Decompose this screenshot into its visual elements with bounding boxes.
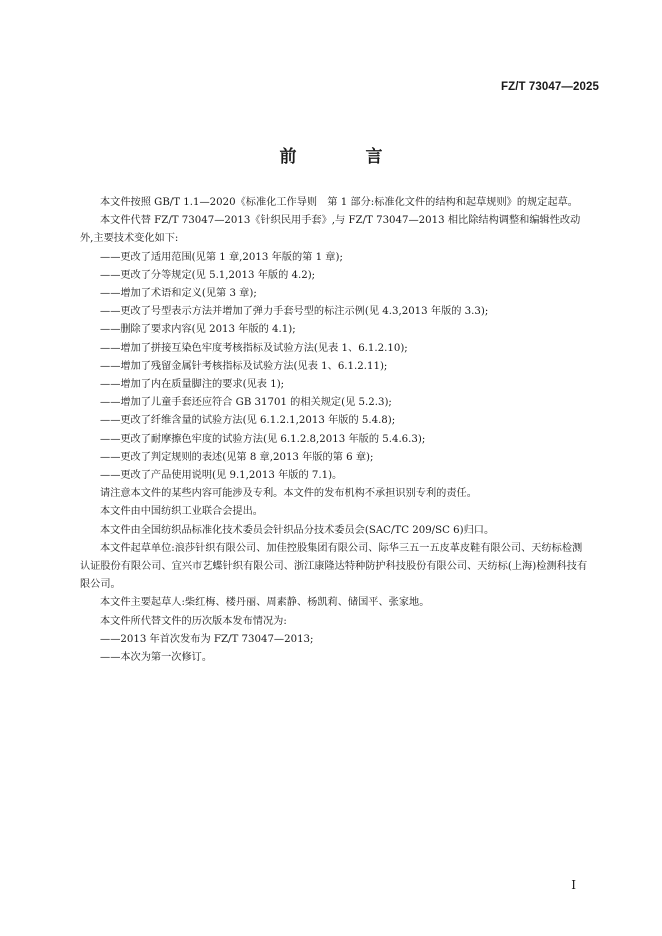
change-item: ——删除了要求内容(见 2013 年版的 4.1);: [100, 324, 296, 336]
standard-code: FZ/T 73047—2025: [500, 81, 599, 93]
change-item: ——更改了号型表示方法并增加了弹力手套号型的标注示例(见 4.3,2013 年版的 3.3);: [100, 306, 489, 318]
paragraph-replacement: 本文件代替 FZ/T 73047—2013《针织民用手套》,与 FZ/T 73047—2013 相比除结构调整和编辑性改动外,主要技术变化如下:: [80, 215, 581, 245]
paragraph-drafting-basis: 本文件按照 GB/T 1.1—2020《标准化工作导则 第 1 部分:标准化文件的结构和起草规则》的规定起草。: [100, 197, 578, 208]
paragraph-patent-notice: 请注意本文件的某些内容可能涉及专利。本文件的发布机构不承担识别专利的责任。: [100, 488, 477, 500]
change-item: ——增加了儿童手套还应符合 GB 31701 的相关规定(见 5.2.3);: [100, 397, 392, 409]
paragraph-history-intro: 本文件所代替文件的历次版本发布情况为:: [100, 615, 287, 627]
history-item: ——2013 年首次发布为 FZ/T 73047—2013;: [100, 633, 314, 645]
paragraph-committee: 本文件由全国纺织品标准化技术委员会针织品分技术委员会(SAC/TC 209/SC 6)归口。: [100, 524, 495, 536]
change-item: ——更改了判定规则的表述(见第 8 章,2013 年版的第 6 章);: [100, 451, 374, 463]
change-item: ——增加了拼接互染色牢度考核指标及试验方法(见表 1、6.1.2.10);: [100, 342, 408, 354]
history-item: ——本次为第一次修订。: [100, 652, 213, 664]
paragraph-drafters: 本文件主要起草人:柴红梅、楼丹丽、周素静、杨凯莉、储国平、张家地。: [100, 597, 430, 609]
page-title: 前 言: [279, 147, 409, 167]
change-item: ——更改了适用范围(见第 1 章,2013 年版的第 1 章);: [100, 251, 343, 263]
change-item: ——更改了分等规定(见 5.1,2013 年版的 4.2);: [100, 269, 316, 281]
change-item: ——增加了术语和定义(见第 3 章);: [100, 288, 257, 300]
paragraph-drafting-units: 本文件起草单位:浪莎针织有限公司、加佳控股集团有限公司、际华三五一五皮革皮鞋有限公司、天纺标检测认证股份有限公司、宜兴市艺蝶针织有限公司、浙江康隆达特种防护科技股份有限公司、天纺标(上海)检测科技有限公司。: [80, 542, 588, 591]
page-number: I: [571, 878, 576, 892]
change-item: ——更改了耐摩擦色牢度的试验方法(见 6.1.2.8,2013 年版的 5.4.6.3);: [100, 433, 426, 445]
change-item: ——更改了纤维含量的试验方法(见 6.1.2.1,2013 年版的 5.4.8);: [100, 415, 396, 427]
change-item: ——增加了残留金属针考核指标及试验方法(见表 1、6.1.2.11);: [100, 360, 388, 372]
paragraph-proposer: 本文件由中国纺织工业联合会提出。: [100, 506, 263, 518]
foreword-body: [80, 194, 590, 667]
change-item: ——更改了产品使用说明(见 9.1,2013 年版的 7.1)。: [100, 470, 343, 482]
change-item: ——增加了内在质量脚注的要求(见表 1);: [100, 379, 285, 391]
